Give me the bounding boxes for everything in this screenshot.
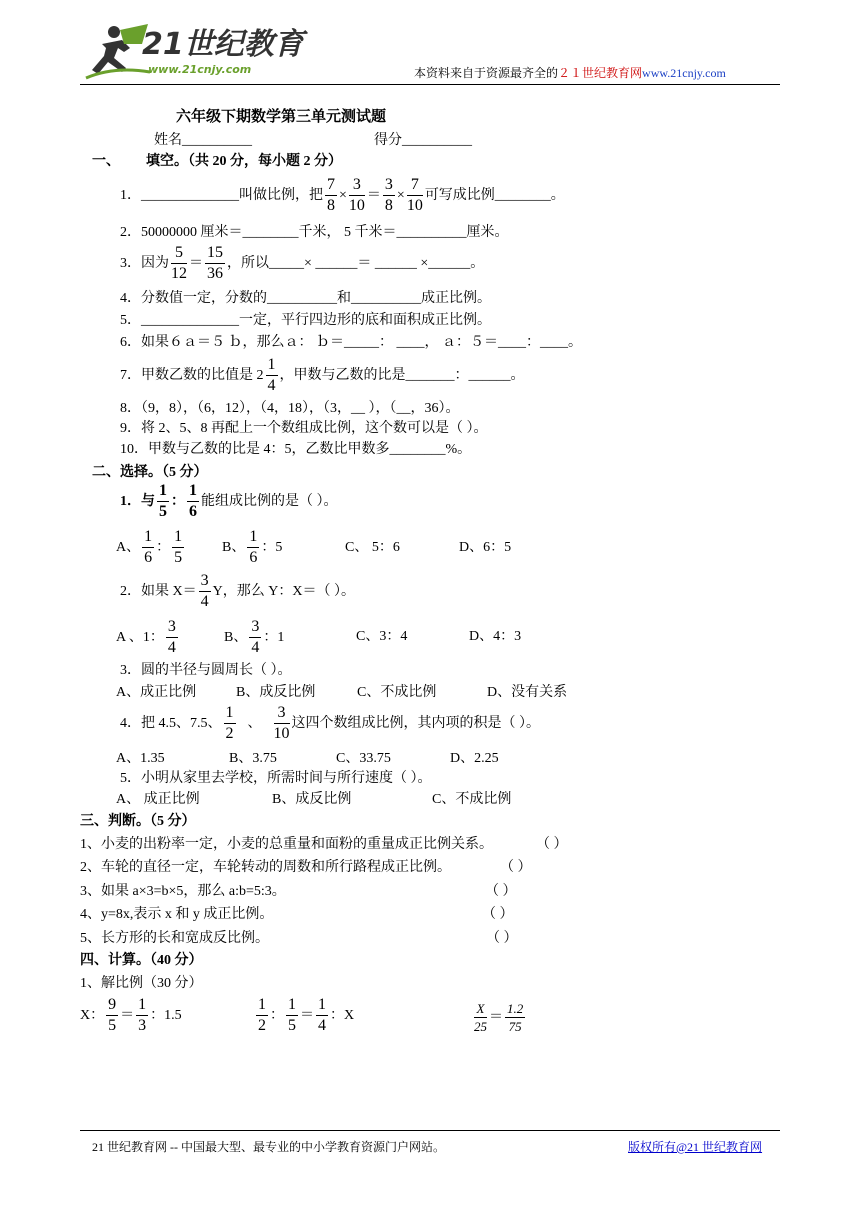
option-label: B、	[222, 540, 246, 555]
name-field: 姓名__________	[154, 133, 252, 148]
logo-url-text: www.21cnjy.com	[148, 63, 252, 76]
s2-q4-post: 这四个数组成比例，其内项的积是（ ）。	[291, 716, 540, 731]
score-field: 得分__________	[374, 133, 472, 148]
s1-q3	[120, 244, 484, 284]
fraction	[474, 1002, 487, 1033]
denominator: 3	[138, 1017, 147, 1035]
fraction	[383, 177, 395, 214]
equation-suffix: ：1.5	[150, 1008, 182, 1023]
s2-q5-option-c: C、不成比例	[432, 792, 512, 807]
option-label: A、	[116, 540, 141, 555]
footer-copyright-link[interactable]: 版权所有@21 世纪教育网	[628, 1140, 763, 1154]
numerator: 1	[266, 357, 278, 376]
s2-q3-option-c: C、不成比例	[357, 685, 437, 700]
equation-1	[80, 996, 182, 1036]
s1-q1-pre: 1．______________叫做比例，把	[120, 188, 323, 203]
s2-q3-option-b: B、成反比例	[236, 685, 316, 700]
s1-q3-pre: 3．因为	[120, 256, 169, 271]
denominator: 10	[273, 725, 290, 743]
fraction	[187, 483, 199, 520]
page-title: 六年级下期数学第三单元测试题	[176, 109, 387, 125]
s2-q3-option-a: A、成正比例	[116, 685, 197, 700]
equals-sign: ＝	[189, 256, 203, 271]
header-rule	[80, 84, 780, 85]
section2-heading: 二、选择。（5 分）	[92, 465, 208, 480]
fraction	[247, 529, 259, 566]
numerator: 1	[157, 483, 169, 502]
s2-q2-post: Y，那么 Y：X＝（ ）。	[212, 584, 355, 599]
denominator: 4	[267, 377, 276, 395]
separator: 、	[247, 716, 262, 731]
s1-q5: 5．______________一定，平行四边形的底和面积成正比例。	[120, 313, 491, 328]
s2-q1-pre: 1．与	[120, 494, 155, 509]
numerator: 7	[407, 177, 423, 196]
fraction	[407, 177, 423, 214]
fraction	[224, 705, 236, 742]
numerator: 9	[106, 997, 118, 1016]
denominator: 2	[258, 1017, 266, 1035]
equals-sign: ＝	[120, 1008, 135, 1023]
judge-item: 5、长方形的长和宽成反比例。	[80, 931, 269, 946]
denominator: 10	[406, 197, 423, 215]
numerator: 1	[256, 997, 268, 1016]
option-label: A 、1：	[116, 630, 164, 645]
denominator: 25	[474, 1019, 487, 1035]
numerator: 3	[383, 177, 395, 196]
s2-q2-option-d: D、4：3	[469, 629, 522, 644]
denominator: 8	[327, 197, 335, 215]
numerator: 1	[316, 997, 328, 1016]
denominator: 36	[207, 265, 223, 283]
s1-q7	[120, 356, 525, 396]
times-sign: ×	[396, 188, 405, 203]
option-text: ：1	[263, 630, 285, 645]
fraction	[505, 1002, 525, 1033]
equals-sign: ＝	[489, 1010, 503, 1025]
s2-q4	[120, 704, 540, 744]
ratio-colon: ：	[156, 540, 171, 555]
section4-heading: 四、计算。（40 分）	[80, 953, 203, 968]
denominator: 5	[174, 549, 183, 567]
numerator: 1	[172, 529, 184, 548]
judge-paren: （ ）	[485, 884, 517, 899]
denominator: 4	[251, 639, 260, 657]
s1-q4: 4．分数值一定，分数的__________和__________成正比例。	[120, 291, 491, 306]
s1-q2: 2．50000000 厘米＝________千米， 5 千米＝__________厘米。	[120, 225, 509, 240]
numerator: 5	[171, 245, 187, 264]
s2-q5-option-b: B、成反比例	[272, 792, 352, 807]
numerator: 3	[274, 705, 290, 724]
fraction	[157, 483, 169, 520]
section1-number: 一、	[92, 154, 120, 169]
equation-suffix: ：X	[330, 1008, 355, 1023]
s2-q5: 5．小明从家里去学校，所需时间与所行速度（ ）。	[120, 771, 432, 786]
logo-main-text: 21世纪教育	[142, 27, 304, 62]
option-text: ：5	[261, 540, 283, 555]
fraction	[166, 619, 178, 656]
ratio-colon: ：	[270, 1008, 284, 1023]
s1-q1	[120, 176, 565, 216]
numerator: 1	[224, 705, 236, 724]
judge-paren: （ ）	[500, 860, 532, 875]
denominator: 2	[225, 725, 234, 743]
s2-q1	[120, 482, 338, 522]
section1-title: 填空。（共 20 分，每小题 2 分）	[146, 154, 342, 169]
section3-heading: 三、判断。（5 分）	[80, 814, 196, 829]
fraction	[256, 997, 268, 1034]
fraction	[106, 997, 118, 1034]
denominator: 75	[508, 1019, 522, 1035]
s2-q2-option-c: C、3：4	[356, 629, 408, 644]
s2-q1-post: 能组成比例的是（ ）。	[201, 494, 338, 509]
numerator: 3	[249, 619, 261, 638]
fraction	[172, 529, 184, 566]
denominator: 4	[318, 1017, 326, 1035]
fraction	[171, 245, 187, 282]
denominator: 10	[348, 197, 365, 215]
denominator: 5	[288, 1017, 296, 1035]
numerator: X	[474, 1002, 487, 1018]
denominator: 12	[171, 265, 187, 283]
numerator: 1	[136, 997, 148, 1016]
denominator: 6	[144, 549, 153, 567]
fraction	[316, 997, 328, 1034]
s2-q1-option-d: D、6：5	[459, 540, 512, 555]
s2-q2-option-b	[224, 618, 284, 658]
denominator: 4	[200, 593, 209, 611]
s4-sub1: 1、解比例（30 分）	[80, 976, 203, 991]
denominator: 8	[384, 197, 393, 215]
equals-sign: ＝	[300, 1008, 314, 1023]
s2-q2-pre: 2．如果 X＝	[120, 584, 197, 599]
s2-q4-option-d: D、2.25	[450, 751, 499, 766]
numerator: 1.2	[507, 1001, 524, 1017]
numerator: 3	[166, 619, 178, 638]
logo	[84, 22, 304, 82]
fraction	[199, 573, 211, 610]
s1-q8: 8．（9，8），（6，12），（4，18），（3，__ ），（__，36）。	[120, 401, 460, 416]
header-source-url[interactable]: www.21cnjy.com	[642, 66, 726, 80]
judge-item: 2、车轮的直径一定，车轮转动的周数和所行路程成正比例。	[80, 860, 451, 875]
s2-q3-option-d: D、没有关系	[487, 685, 568, 700]
s2-q4-option-b: B、3.75	[229, 751, 277, 766]
footer-rule	[80, 1130, 780, 1131]
numerator: 15	[205, 245, 225, 264]
footer-left: 21 世纪教育网 -- 中国最大型、最专业的中小学教育资源门户网站。	[92, 1140, 445, 1154]
s1-q6: 6．如果６ａ＝５ ｂ，那么ａ： ｂ＝_____： ____， ａ：５＝____：____。	[120, 335, 582, 350]
header-source-line	[414, 64, 726, 82]
s1-q3-post: ，所以_____× ______＝ ______ ×______。	[227, 256, 485, 271]
numerator: 1	[286, 997, 298, 1016]
denominator: 5	[108, 1017, 117, 1035]
equation-2	[254, 996, 354, 1036]
fraction	[136, 997, 148, 1034]
fraction	[286, 997, 298, 1034]
s2-q4-pre: 4．把 4.5、7.5、	[120, 716, 222, 731]
denominator: 5	[159, 503, 167, 521]
denominator: 6	[189, 503, 197, 521]
numerator: 3	[349, 177, 365, 196]
option-label: B、	[224, 630, 248, 645]
s2-q4-option-c: C、33.75	[336, 751, 391, 766]
numerator: 7	[325, 177, 337, 196]
times-sign: ×	[339, 188, 347, 203]
header-source-site[interactable]: ２１世纪教育网	[558, 66, 643, 80]
s1-q10: 10．甲数与乙数的比是 4：5，乙数比甲数多________%。	[120, 442, 472, 457]
numerator: 1	[247, 529, 259, 548]
equation-3	[472, 998, 527, 1038]
judge-item: 4、y=8x,表示 x 和 y 成正比例。	[80, 907, 274, 922]
judge-paren: （ ）	[536, 837, 568, 852]
s2-q2	[120, 572, 355, 612]
fraction	[266, 357, 278, 394]
s2-q3: 3．圆的半径与圆周长（ ）。	[120, 663, 292, 678]
judge-paren: （ ）	[486, 931, 518, 946]
s2-q1-option-b	[222, 528, 282, 568]
judge-paren: （ ）	[482, 907, 514, 922]
fraction	[349, 177, 365, 214]
equation-prefix: X：	[80, 1008, 105, 1023]
s2-q2-option-a	[116, 618, 180, 658]
judge-item: 1、小麦的出粉率一定，小麦的总重量和面粉的重量成正比例关系。	[80, 837, 493, 852]
denominator: 6	[249, 549, 258, 567]
ratio-colon: ：	[171, 494, 185, 509]
s1-q7-pre: 7．甲数乙数的比值是 2	[120, 368, 264, 383]
judge-item: 3、如果 a×3=b×5，那么 a:b=5:3。	[80, 884, 286, 899]
s1-q7-post: ，甲数与乙数的比是_______：______。	[279, 368, 525, 383]
fraction	[205, 245, 225, 282]
header-source-prefix: 本资料来自于资源最齐全的	[414, 66, 559, 80]
s2-q1-option-a	[116, 528, 186, 568]
equals-sign: ＝	[366, 188, 381, 203]
fraction	[274, 705, 290, 742]
s1-q9: 9．将 2、5、8 再配上一个数组成比例，这个数可以是（ ）。	[120, 421, 488, 436]
fraction	[325, 177, 337, 214]
denominator: 4	[167, 639, 176, 657]
s2-q4-option-a: A、1.35	[116, 751, 165, 766]
s2-q1-option-c: C、 5：6	[345, 540, 400, 555]
fraction	[249, 619, 261, 656]
numerator: 3	[199, 573, 211, 592]
s2-q5-option-a: A、 成正比例	[116, 792, 200, 807]
numerator: 1	[187, 483, 199, 502]
fraction	[142, 529, 154, 566]
section1-heading	[92, 153, 342, 171]
numerator: 1	[142, 529, 154, 548]
s1-q1-post: 可写成比例________。	[424, 188, 565, 203]
